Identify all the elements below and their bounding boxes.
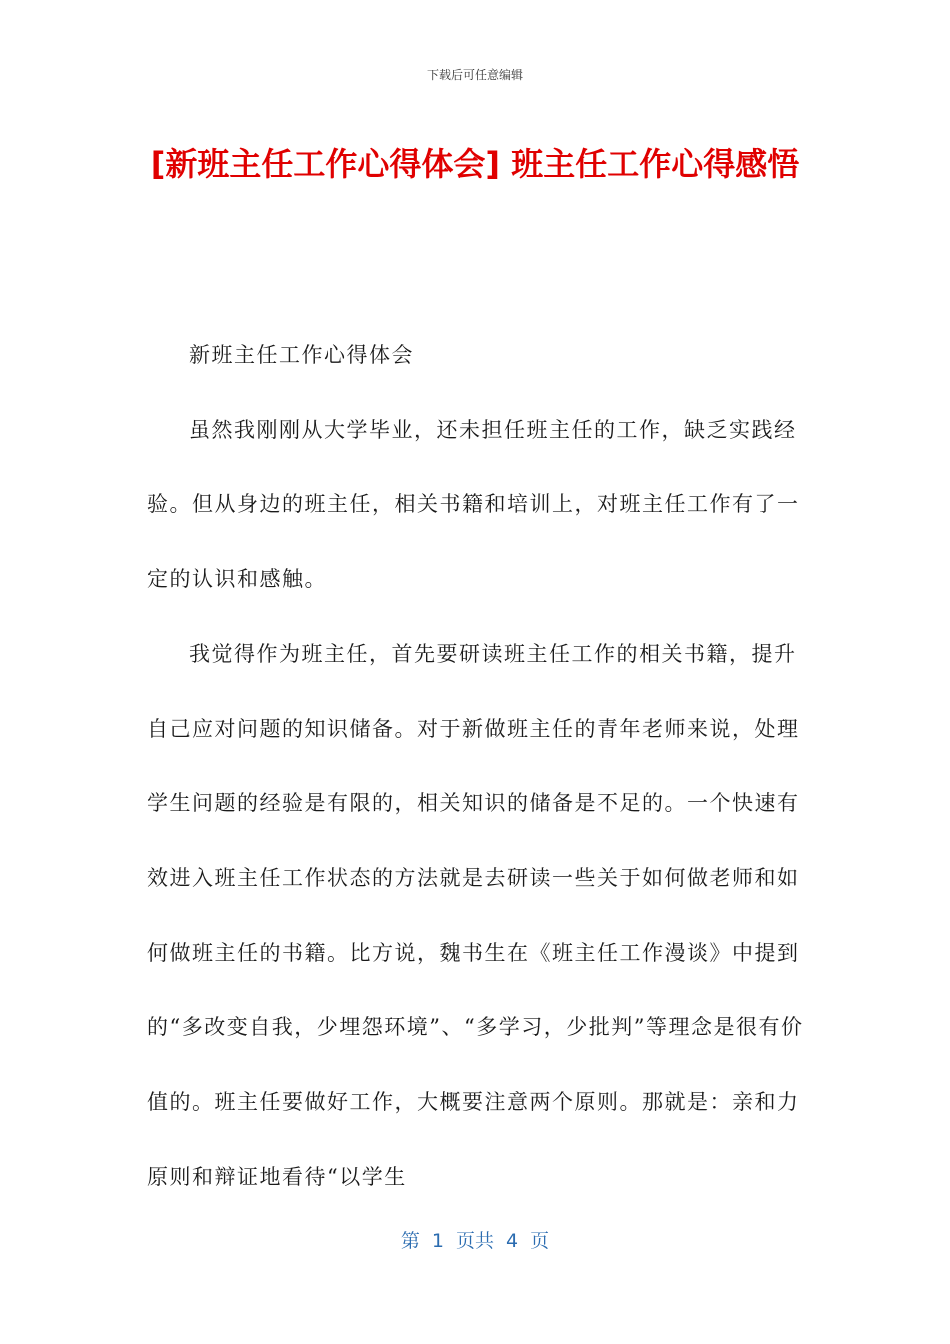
paragraph: 我觉得作为班主任，首先要研读班主任工作的相关书籍，提升自己应对问题的知识储备。对于新做班主任的青年老师来说，处理学生问题的经验是有限的，相关知识的储备是不足的。一个快速有效进入班主任工作状态的方法就是去研读一些关于如何做老师和如何做班主任的书籍。比方说，魏书生在《班主任工作漫谈》中提到的“多改变自我，少埋怨环境”、“多学习，少批判”等理念是很有价值的。班主任要做好工作，大概要注意两个原则。那就是：亲和力原则和辩证地看待“以学生 [147,641,804,1189]
page-number-footer: 第 1 页共 4 页 [400,1230,550,1252]
header-note: 下载后可任意编辑 [426,68,523,82]
document-body [147,318,807,1214]
paragraph-subtitle: 新班主任工作心得体会 [189,343,414,367]
document-title: [新班主任工作心得体会] 班主任工作心得感悟 [150,145,800,183]
paragraph: 虽然我刚刚从大学毕业，还未担任班主任的工作，缺乏实践经验。但从身边的班主任，相关书籍和培训上，对班主任工作有了一定的认识和感触。 [147,417,800,592]
